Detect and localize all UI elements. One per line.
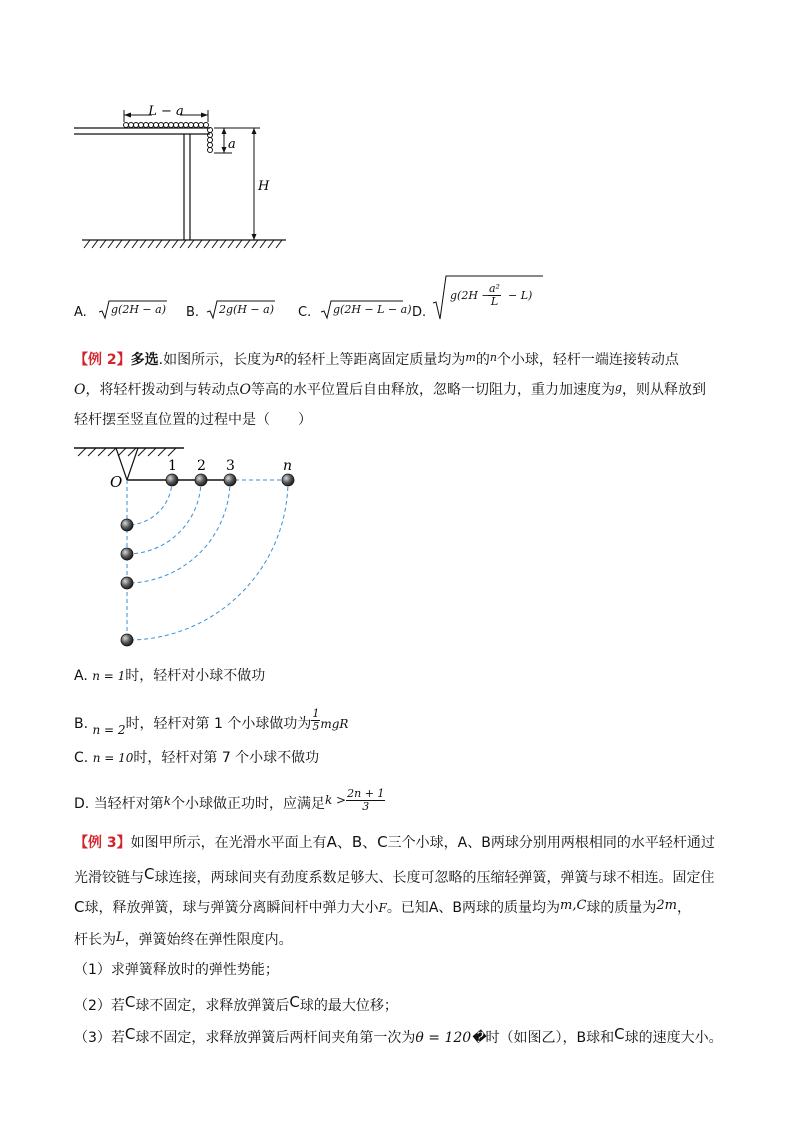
q1-option-c: C. g(2H − L − a)	[298, 305, 311, 320]
example3-line4: 杆长为L，弹簧始终在弹性限度内。	[74, 930, 293, 948]
example2-line3: 轻杆摆至竖直位置的过程中是（ ）	[74, 412, 312, 428]
label-O: O	[110, 473, 123, 491]
example3-line3: C球，释放弹簧，球与弹簧分离瞬间杆中弹力大小F。已知A、B两球的质量均为m,C球的质量为2m，	[74, 898, 692, 916]
q1-option-a: A. g(2H − a)	[74, 305, 87, 320]
example2-option-c: C. n = 10时，轻杆对第 7 个小球不做功	[74, 750, 320, 766]
label-a: a	[228, 137, 236, 152]
example2-tag: 【例 2】	[74, 352, 131, 368]
label-2: 2	[197, 458, 206, 474]
figure-spring-chain	[74, 104, 294, 250]
example3-line2: 光滑铰链与C球连接，两球间夹有劲度系数足够大、长度可忽略的压缩轻弹簧，弹簧与球不相连。固定住	[74, 865, 715, 886]
example2-option-b: B. n = 2时，轻杆对第 1 个小球做功为 $\frac{1}{5}$ mgR	[74, 707, 349, 737]
example2-line2: O，将轻杆拨动到与转动点O等高的水平位置后自由释放，忽略一切阻力，重力加速度为$^g$，则从释放到	[74, 381, 707, 398]
example3-tag: 【例 3】	[74, 835, 131, 851]
label-H: H	[258, 179, 270, 194]
label-3: 3	[226, 458, 235, 474]
q1-option-b: B. 2g(H − a)	[186, 305, 199, 320]
example2-option-d: D. 当轻杆对第k个小球做正功时，应满足k > $\frac{2n + 1}{3}$	[74, 787, 385, 813]
example2-option-a: A. n = 1时，轻杆对小球不做功	[74, 668, 266, 684]
example3-line1: 【例 3】如图甲所示，在光滑水平面上有A、B、C三个小球，A、B两球分别用两根相同的水平轻杆通过	[74, 833, 715, 851]
label-1: 1	[168, 458, 177, 474]
q1-option-d: D. g(2H − $\frac{\text{a²}}{L}$ − L)	[412, 305, 426, 320]
example3-question-1: （1）求弹簧释放时的弹性势能；	[74, 962, 279, 978]
figure-rod-balls	[70, 440, 310, 650]
label-l-minus-a: L − a	[148, 104, 184, 119]
example3-question-2: （2）若C球不固定，求释放弹簧后C球的最大位移；	[74, 993, 398, 1014]
example2-line1: 【例 2】多选.如图所示，长度为$^R$的轻杆上等距离固定质量均为$^m$的$^n$个小球，轻杆一端连接转动点	[74, 351, 679, 368]
example3-question-3: （3）若C球不固定，求释放弹簧后两杆间夹角第一次为θ = 120�时（如图乙），B球和C球的速度大小。	[74, 1025, 723, 1046]
label-n: n	[283, 458, 293, 474]
